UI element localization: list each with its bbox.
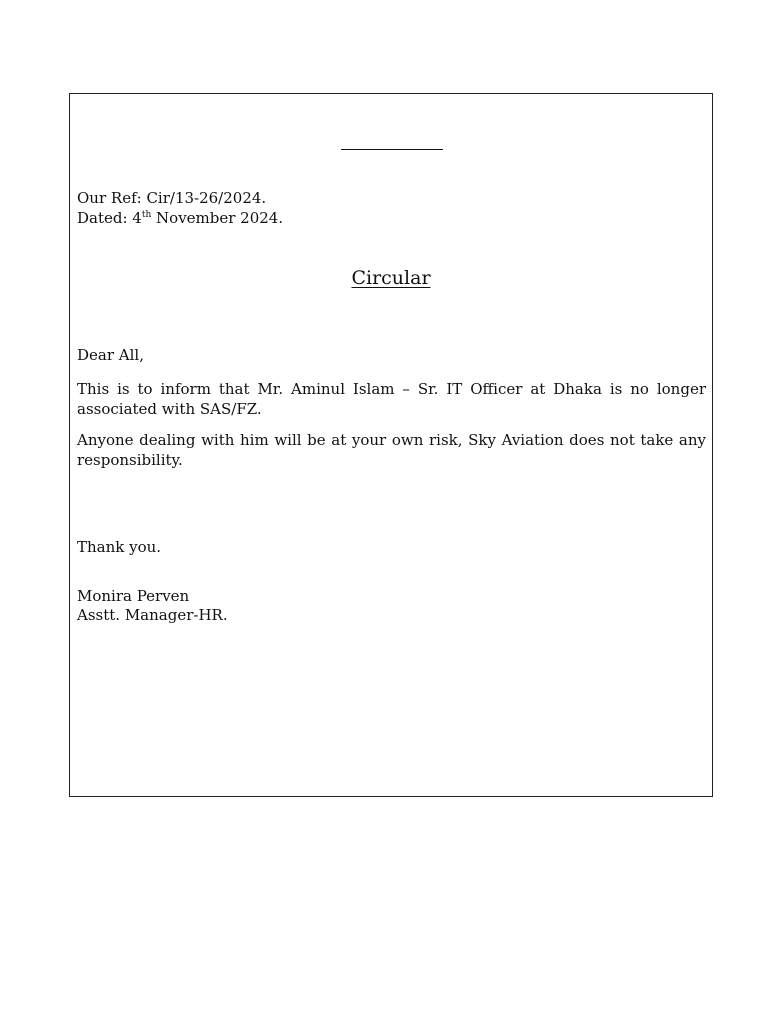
dated-rest: November 2024.: [151, 209, 284, 227]
document-title: Circular: [351, 267, 431, 289]
salutation: Dear All,: [77, 346, 144, 364]
reference-line: Our Ref: Cir/13-26/2024.: [77, 189, 267, 207]
dated-prefix: Dated: 4: [77, 209, 142, 227]
dated-line: [77, 208, 283, 228]
header-rule: [341, 149, 443, 150]
closing-line: Thank you.: [77, 538, 162, 556]
body-paragraph-2: Anyone dealing with him will be at your own risk, Sky Aviation does not take any responsibility.: [77, 431, 706, 469]
signatory-designation: Asstt. Manager-HR.: [77, 606, 228, 624]
signatory-name: Monira Perven: [77, 587, 190, 605]
body-paragraph-1: This is to inform that Mr. Aminul Islam – Sr. IT Officer at Dhaka is no longer associated with SAS/FZ.: [77, 380, 706, 418]
dated-ordinal-suffix: th: [141, 210, 152, 220]
